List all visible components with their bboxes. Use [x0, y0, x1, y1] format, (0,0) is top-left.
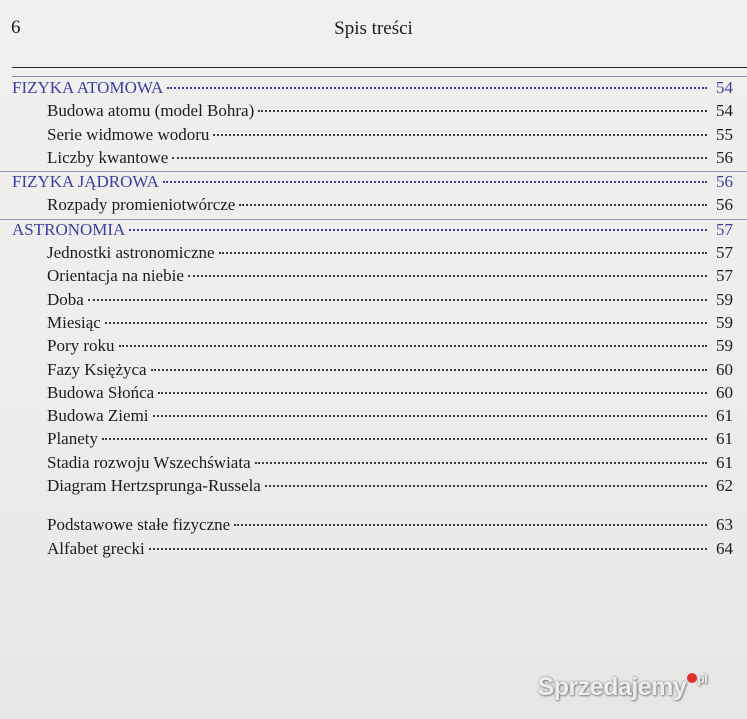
toc-entry-label: Miesiąc [47, 312, 101, 332]
leader-dots [153, 415, 707, 417]
toc-entry[interactable] [0, 406, 747, 429]
toc-entry-label: Doba [47, 289, 84, 309]
toc-entry[interactable] [0, 243, 747, 266]
leader-dots [255, 462, 707, 464]
leader-dots [213, 134, 707, 136]
toc-page-number: 56 [716, 195, 733, 215]
toc-page-number: 56 [716, 172, 733, 192]
toc-entry[interactable] [0, 539, 747, 562]
toc-entry[interactable] [0, 360, 747, 383]
leader-dots [265, 485, 707, 487]
toc-entry[interactable] [0, 476, 747, 499]
leader-dots [102, 438, 707, 440]
toc-entry[interactable] [0, 148, 747, 171]
toc-heading-label: ASTRONOMIA [12, 219, 126, 239]
leader-dots [158, 392, 707, 394]
leader-dots [234, 524, 707, 526]
watermark-suffix: pl [697, 672, 707, 686]
watermark-dot-icon [687, 673, 697, 683]
toc-heading[interactable] [0, 78, 747, 101]
toc-entry-label: Podstawowe stałe fizyczne [47, 515, 231, 535]
watermark-logo [538, 673, 707, 702]
leader-dots [149, 548, 707, 550]
toc-page-number: 59 [716, 312, 733, 332]
toc-entry[interactable] [0, 383, 747, 406]
leader-dots [105, 322, 707, 324]
watermark-text: Sprzedajemy [537, 673, 687, 701]
toc-entry[interactable] [0, 336, 747, 359]
toc-entry[interactable] [0, 195, 747, 218]
leader-dots [219, 252, 707, 254]
toc-section-nuclear [0, 171, 747, 219]
toc-entry[interactable] [0, 125, 747, 148]
page-number: 6 [11, 17, 21, 38]
toc-page-number: 54 [716, 101, 733, 121]
toc-entry-label: Budowa Słońca [47, 382, 155, 402]
toc-entry-label: Pory roku [47, 336, 115, 356]
toc-page-number: 62 [716, 476, 733, 496]
toc-page-number: 56 [716, 147, 733, 167]
toc-section-astronomy [0, 219, 747, 562]
leader-dots [188, 275, 707, 277]
toc-entry[interactable] [0, 101, 747, 124]
toc-heading-label: FIZYKA ATOMOWA [12, 78, 164, 97]
section-divider [12, 76, 747, 77]
leader-dots [172, 157, 707, 159]
toc-page-number: 61 [716, 452, 733, 472]
spacer [0, 499, 747, 515]
leader-dots [163, 181, 707, 183]
toc-page-number: 55 [716, 124, 733, 144]
toc-entry-label: Budowa atomu (model Bohra) [47, 101, 255, 121]
toc-entry[interactable] [0, 313, 747, 336]
toc-entry[interactable] [0, 515, 747, 538]
toc-page-number: 64 [716, 538, 733, 558]
toc-heading[interactable] [0, 172, 747, 195]
leader-dots [151, 369, 707, 371]
toc-entry[interactable] [0, 266, 747, 289]
toc-page-number: 61 [716, 406, 733, 426]
toc-page-number: 60 [716, 382, 733, 402]
toc-entry[interactable] [0, 453, 747, 476]
toc-entry-label: Rozpady promieniotwórcze [47, 195, 236, 215]
toc-entry[interactable] [0, 290, 747, 313]
leader-dots [129, 229, 707, 231]
toc-entry-label: Alfabet grecki [47, 538, 145, 558]
toc-page-number: 59 [716, 336, 733, 356]
toc-page-number: 60 [716, 359, 733, 379]
toc-entry-label: Serie widmowe wodoru [47, 124, 210, 144]
toc-page-number: 54 [716, 78, 733, 97]
toc-entry-label: Liczby kwantowe [47, 147, 169, 167]
toc-page-number: 57 [716, 243, 733, 263]
toc-entry-label: Jednostki astronomiczne [47, 243, 215, 263]
toc-page-number: 57 [716, 266, 733, 286]
toc-entry-label: Fazy Księżyca [47, 359, 147, 379]
leader-dots [167, 87, 707, 89]
leader-dots [88, 299, 707, 301]
toc-page-number: 63 [716, 515, 733, 535]
leader-dots [119, 345, 707, 347]
toc-page-number: 61 [716, 429, 733, 449]
toc-heading[interactable] [0, 220, 747, 243]
table-of-contents [0, 78, 747, 562]
toc-entry[interactable] [0, 429, 747, 452]
toc-heading-label: FIZYKA JĄDROWA [12, 172, 159, 192]
toc-entry-label: Planety [47, 429, 98, 449]
toc-section-atomic [0, 78, 747, 171]
toc-entry-label: Orientacja na niebie [47, 266, 184, 286]
leader-dots [258, 110, 707, 112]
toc-entry-label: Stadia rozwoju Wszechświata [47, 452, 251, 472]
toc-page-number: 59 [716, 289, 733, 309]
header-rule [12, 67, 747, 68]
toc-entry-label: Diagram Hertzsprunga-Russela [47, 476, 261, 496]
leader-dots [239, 204, 707, 206]
toc-entry-label: Budowa Ziemi [47, 406, 149, 426]
toc-page-number: 57 [716, 219, 733, 239]
page-title: Spis treści [334, 18, 413, 39]
